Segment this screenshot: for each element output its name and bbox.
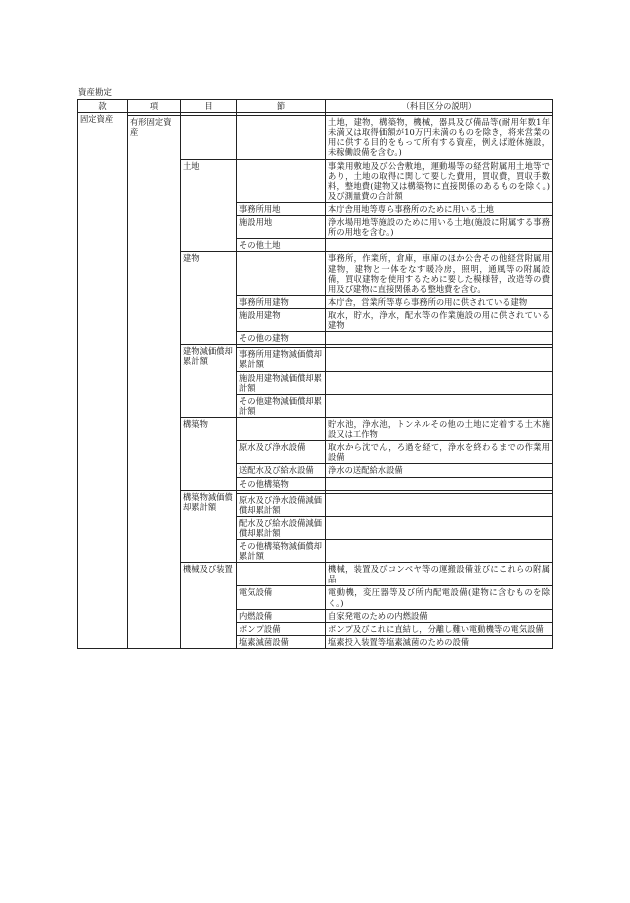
setsu-other-building: その他の建物 [237,332,326,345]
moku-buildings: 建物 [181,252,237,345]
moku-structures: 構築物 [181,417,237,490]
setsu-facility-land: 施設用地 [237,216,326,239]
desc-office-land: 本庁舎用地等専ら事務所のために用いる土地 [326,202,553,215]
setsu-facility-building: 施設用建物 [237,308,326,331]
desc-raw-purification: 取水から沈でん，ろ過を経て，浄水を終わるまでの作業用設備 [326,441,553,464]
setsu-other-structure-depr: その他構築物減価償却累計額 [237,540,326,563]
desc-office-building: 本庁舎，営業所等専ら事務所の用に供されている建物 [326,295,553,308]
table-row [78,116,553,159]
setsu-other-building-depr: その他建物減価償却累計額 [237,394,326,417]
kan-fixed-assets: 固定資産 [78,113,128,649]
setsu-office-land: 事務所用地 [237,202,326,215]
account-table [77,99,553,649]
moku-building-depreciation: 建物減価償却累計額 [181,345,237,418]
page-title: 資産勘定 [78,88,113,98]
setsu-raw-purification: 原水及び浄水設備 [237,441,326,464]
moku-land: 土地 [181,159,237,252]
desc-chlorine: 塩素投入装置等塩素滅菌のための設備 [326,635,553,648]
desc-pump: ポンプ及びこれに直結し，分離し難い電動機等の電気設備 [326,622,553,635]
desc-structures: 貯水池，浄水池，トンネルその他の土地に定着する土木施設又は工作物 [326,417,553,440]
kou-tangible-fixed-assets: 有形固定資産 [128,116,181,649]
header-kou: 項 [128,100,181,113]
moku-machinery: 機械及び装置 [181,563,237,649]
setsu-office-building: 事務所用建物 [237,295,326,308]
header-description: （科目区分の説明） [326,100,553,113]
setsu-other-structures: その他構築物 [237,477,326,490]
desc-electrical: 電動機，変圧器等及び所内配電設備(建物に含むものを除く。) [326,586,553,609]
setsu-internal-combustion: 内燃設備 [237,609,326,622]
setsu-distribution: 送配水及び給水設備 [237,464,326,477]
setsu-electrical: 電気設備 [237,586,326,609]
header-setsu: 節 [237,100,326,113]
setsu-distribution-depr: 配水及び給水設備減価償却累計額 [237,516,326,539]
header-row [78,100,553,113]
setsu-chlorine: 塩素滅菌設備 [237,635,326,648]
moku-structure-depreciation: 構築物減価償却累計額 [181,490,237,563]
header-kan: 款 [78,100,128,113]
desc-facility-land: 浄水場用地等施設のために用いる土地(施設に附属する事務所の用地を含む。) [326,216,553,239]
desc-distribution: 浄水の送配給水設備 [326,464,553,477]
header-moku: 目 [181,100,237,113]
setsu-pump: ポンプ設備 [237,622,326,635]
setsu-office-building-depr: 事務所用建物減価償却累計額 [237,348,326,371]
desc-internal-combustion: 自家発電のための内燃設備 [326,609,553,622]
setsu-facility-building-depr: 施設用建物減価償却累計額 [237,371,326,394]
setsu-other-land: その他土地 [237,239,326,252]
desc-machinery: 機械，装置及びコンベヤ等の運搬設備並びにこれらの附属品 [326,563,553,586]
desc-facility-building: 取水，貯水，浄水，配水等の作業施設の用に供されている建物 [326,308,553,331]
desc-land: 事業用敷地及び公舎敷地，運動場等の経営附属用土地等であり，土地の取得に関して要した費用，買収費，買収手数料，整地費(建物又は構築物に直接関係のあるものを除く。)及び測量費の合計額 [326,159,553,202]
desc-buildings: 事務所，作業所，倉庫，車庫のほか公舎その他経営附属用建物，建物と一体をなす暖冷房，照明，通風等の附属設備，買収建物を使用するために要した模様替，改造等の費用及び建物に直接関係ある整地費を含む。 [326,252,553,295]
desc-tangible: 土地，建物，構築物，機械，器具及び備品等(耐用年数1年未満又は取得価額が10万円未満のものを除き，将来営業の用に供する目的をもって所有する資産，例えば遊休施設，未稼働設備を含む。) [326,116,553,159]
setsu-raw-purification-depr: 原水及び浄水設備減価償却累計額 [237,493,326,516]
